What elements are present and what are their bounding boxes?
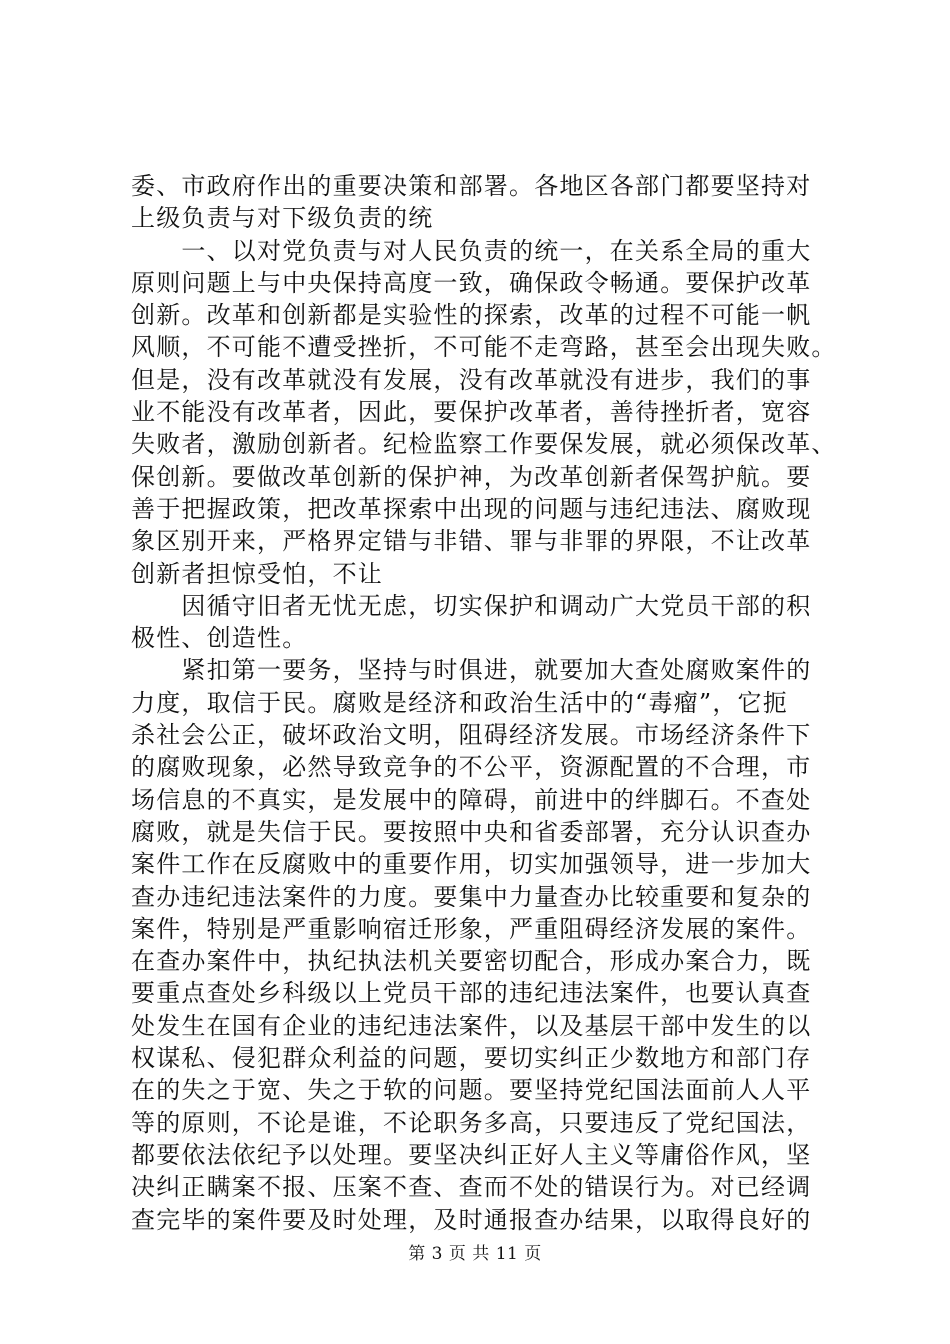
text-line: 风顺，不可能不遭受挫折，不可能不走弯路，甚至会出现失败。 bbox=[131, 333, 837, 362]
text-line: 一、以对党负责与对人民负责的统一，在关系全局的重大 bbox=[131, 236, 812, 265]
text-line: 腐败，就是失信于民。要按照中央和省委部署，充分认识查办 bbox=[131, 817, 812, 846]
page-footer bbox=[0, 1244, 950, 1264]
text-line: 极性、创造性。 bbox=[131, 624, 308, 653]
body-text bbox=[131, 170, 837, 1236]
text-line: 因循守旧者无忧无虑，切实保护和调动广大党员干部的积 bbox=[131, 591, 812, 620]
text-line: 失败者，激励创新者。纪检监察工作要保发展，就必须保改革、 bbox=[131, 430, 837, 459]
text-line: 上级负责与对下级负责的统 bbox=[131, 204, 434, 233]
text-line: 查完毕的案件要及时处理，及时通报查办结果，以取得良好的 bbox=[131, 1205, 812, 1234]
text-line: 杀社会公正，破坏政治文明，阻碍经济发展。市场经济条件下 bbox=[131, 721, 812, 750]
text-line: 都要依法依纪予以处理。要坚决纠正好人主义等庸俗作风，坚 bbox=[131, 1140, 812, 1169]
text-line: 要重点查处乡科级以上党员干部的违纪违法案件，也要认真查 bbox=[131, 979, 812, 1008]
text-line: 保创新。要做改革创新的保护神，为改革创新者保驾护航。要 bbox=[131, 462, 812, 491]
text-line: 紧扣第一要务，坚持与时俱进，就要加大查处腐败案件的 bbox=[131, 656, 812, 685]
text-line: 原则问题上与中央保持高度一致，确保政令畅通。要保护改革 bbox=[131, 268, 812, 297]
text-line: 委、市政府作出的重要决策和部署。各地区各部门都要坚持对 bbox=[131, 172, 812, 200]
text-line: 案件，特别是严重影响宿迁形象，严重阻碍经济发展的案件。 bbox=[131, 914, 812, 943]
text-line: 在查办案件中，执纪执法机关要密切配合，形成办案合力，既 bbox=[131, 947, 812, 976]
text-line: 案件工作在反腐败中的重要作用，切实加强领导，进一步加大 bbox=[131, 850, 812, 879]
text-line: 业不能没有改革者，因此，要保护改革者，善待挫折者，宽容 bbox=[131, 398, 812, 427]
text-line: 善于把握政策，把改革探索中出现的问题与违纪违法、腐败现 bbox=[131, 494, 812, 523]
text-line: 创新者担惊受怕，不让 bbox=[131, 559, 383, 588]
page-number: 第 3 页 共 11 页 bbox=[408, 1244, 542, 1264]
text-line: 场信息的不真实，是发展中的障碍，前进中的绊脚石。不查处 bbox=[131, 785, 812, 814]
text-line: 创新。改革和创新都是实验性的探索，改革的过程不可能一帆 bbox=[131, 301, 812, 330]
text-line: 权谋私、侵犯群众利益的问题，要切实纠正少数地方和部门存 bbox=[131, 1044, 812, 1073]
text-line: 力度，取信于民。腐败是经济和政治生活中的“毒瘤”，它扼 bbox=[131, 688, 788, 717]
text-line: 的腐败现象，必然导致竞争的不公平，资源配置的不合理，市 bbox=[131, 753, 812, 782]
text-line: 等的原则，不论是谁，不论职务多高，只要违反了党纪国法， bbox=[131, 1108, 812, 1137]
text-line: 决纠正瞒案不报、压案不查、查而不处的错误行为。对已经调 bbox=[131, 1173, 812, 1202]
text-line: 象区别开来，严格界定错与非错、罪与非罪的界限，不让改革 bbox=[131, 527, 812, 556]
text-line: 但是，没有改革就没有发展，没有改革就没有进步，我们的事 bbox=[131, 365, 812, 394]
text-line: 查办违纪违法案件的力度。要集中力量查办比较重要和复杂的 bbox=[131, 882, 812, 911]
text-line: 处发生在国有企业的违纪违法案件，以及基层干部中发生的以 bbox=[131, 1011, 812, 1040]
text-line: 在的失之于宽、失之于软的问题。要坚持党纪国法面前人人平 bbox=[131, 1076, 812, 1105]
